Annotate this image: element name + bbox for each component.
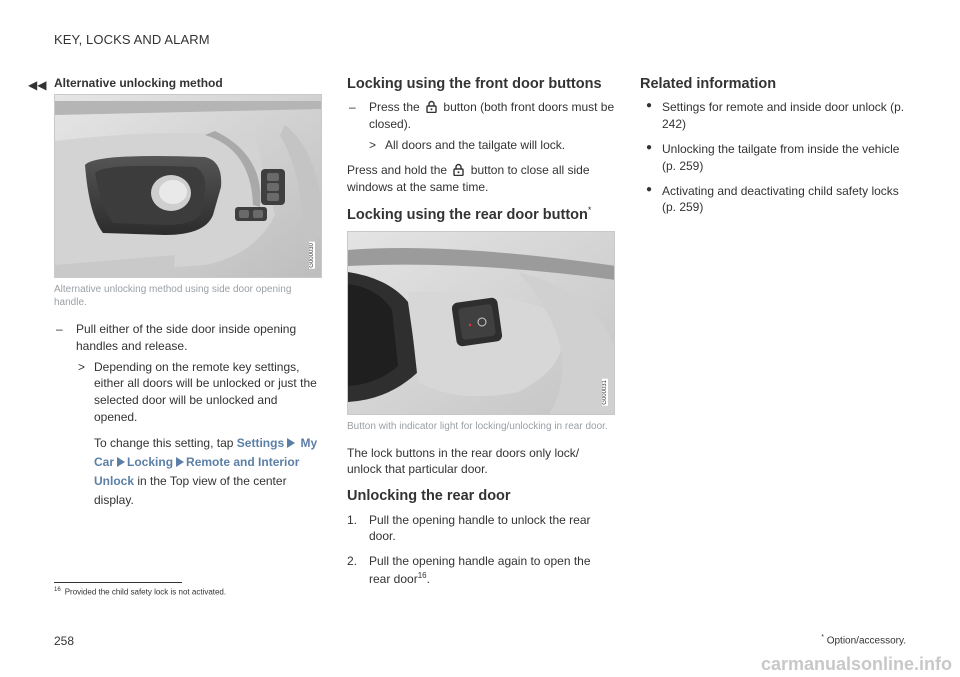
- figure-code: G000031: [602, 379, 608, 405]
- rear-heading-text: Locking using the rear door button: [347, 207, 588, 224]
- result-marker: >: [78, 359, 86, 374]
- settings-suffix: in the Top view of the center display.: [94, 474, 287, 508]
- arrow-right-icon: [287, 438, 295, 448]
- footnote-text: Provided the child safety lock is not activated.: [64, 587, 227, 597]
- related-link-text[interactable]: Settings for remote and inside door unlock (p. 242): [662, 100, 905, 132]
- door-handle-drawing: [55, 95, 322, 278]
- rear-door-heading: [347, 205, 615, 224]
- related-link[interactable]: [640, 141, 908, 175]
- bullet-icon: ●: [646, 141, 653, 153]
- related-info-heading: Related information: [640, 76, 777, 92]
- footnote-number: 16: [54, 587, 61, 593]
- arrow-right-icon: [176, 457, 184, 467]
- front-step: [347, 99, 615, 133]
- middle-column: [347, 76, 615, 596]
- unlock-rear-heading: Unlocking the rear door: [347, 488, 511, 505]
- figure-code: G000030: [309, 243, 315, 268]
- hold-paragraph: [347, 162, 615, 196]
- lock-icon: [426, 100, 437, 113]
- hold-a: Press and hold the: [347, 162, 448, 177]
- option-star: *: [821, 634, 824, 641]
- option-note-text: Option/accessory.: [826, 635, 906, 647]
- alt-unlock-subheading: Alternative unlocking method: [54, 76, 223, 90]
- door-handle-illustration: [54, 94, 322, 278]
- result-item: [54, 359, 322, 426]
- step-text: Pull either of the side door inside opening handles and release.: [76, 322, 297, 353]
- continued-marker: ◀◀: [28, 78, 47, 92]
- footnote-rule: [54, 582, 182, 583]
- result-text: Depending on the remote key settings, either all doors will be unlocked or just the selected door will be unlocked and opened.: [94, 359, 317, 424]
- arrow-right-icon: [117, 457, 125, 467]
- related-link[interactable]: [640, 183, 908, 217]
- right-column: [640, 76, 908, 224]
- figure-caption: Button with indicator light for locking/unlocking in rear door.: [347, 420, 608, 432]
- bullet-icon: ●: [646, 183, 653, 195]
- figure-caption: Alternative unlocking method using side door opening handle.: [54, 284, 292, 308]
- settings-path-locking: Locking: [127, 454, 174, 469]
- front-step-a: Press the: [369, 100, 420, 115]
- rear-door-button-illustration: [347, 231, 615, 415]
- page-number: 258: [54, 634, 75, 648]
- option-star: *: [587, 205, 592, 216]
- rear-paragraph: The lock buttons in the rear doors only lock/ unlock that particular door.: [347, 445, 580, 477]
- related-link-text[interactable]: Activating and deactivating child safety locks (p. 259): [662, 183, 899, 215]
- step-number: 1.: [347, 512, 358, 527]
- front-result-text: All doors and the tailgate will lock.: [385, 137, 566, 152]
- related-link-text[interactable]: Unlocking the tailgate from inside the vehicle (p. 259): [662, 141, 900, 173]
- footnote-ref[interactable]: 16: [417, 570, 427, 580]
- settings-prefix: To change this setting, tap: [94, 435, 234, 450]
- result-marker: >: [369, 137, 377, 152]
- footnote: [54, 587, 226, 597]
- step-number: 2.: [347, 554, 358, 569]
- rear-door-drawing: [348, 232, 615, 415]
- front-step-b: button (both front doors must be closed).: [369, 100, 615, 132]
- settings-path-remote: Remote and Interior Unlock: [94, 454, 300, 489]
- option-note: [821, 634, 906, 646]
- unlock-step: [347, 553, 615, 588]
- settings-path-mycar: My Car: [94, 435, 318, 469]
- left-column: [54, 76, 322, 511]
- unlock-step-tail: .: [426, 571, 430, 586]
- page-header-title: KEY, LOCKS AND ALARM: [54, 32, 210, 47]
- lock-icon: [453, 163, 464, 176]
- front-result: [347, 137, 615, 154]
- step-dash: –: [349, 100, 356, 115]
- hold-b: button to close all side windows at the same time.: [347, 162, 590, 194]
- related-link[interactable]: [640, 99, 908, 133]
- front-door-heading: Locking using the front door buttons: [347, 76, 602, 92]
- unlock-step-text: Pull the opening handle again to open the rear door: [369, 554, 591, 586]
- bullet-icon: ●: [646, 100, 653, 112]
- settings-note: [54, 434, 322, 511]
- settings-path-settings: Settings: [236, 435, 285, 450]
- step-item: [54, 321, 322, 355]
- step-dash: –: [56, 322, 63, 336]
- unlock-step-text: Pull the opening handle to unlock the rear door.: [369, 512, 591, 544]
- watermark: carmanualsonline.info: [760, 654, 952, 674]
- unlock-step: [347, 512, 615, 546]
